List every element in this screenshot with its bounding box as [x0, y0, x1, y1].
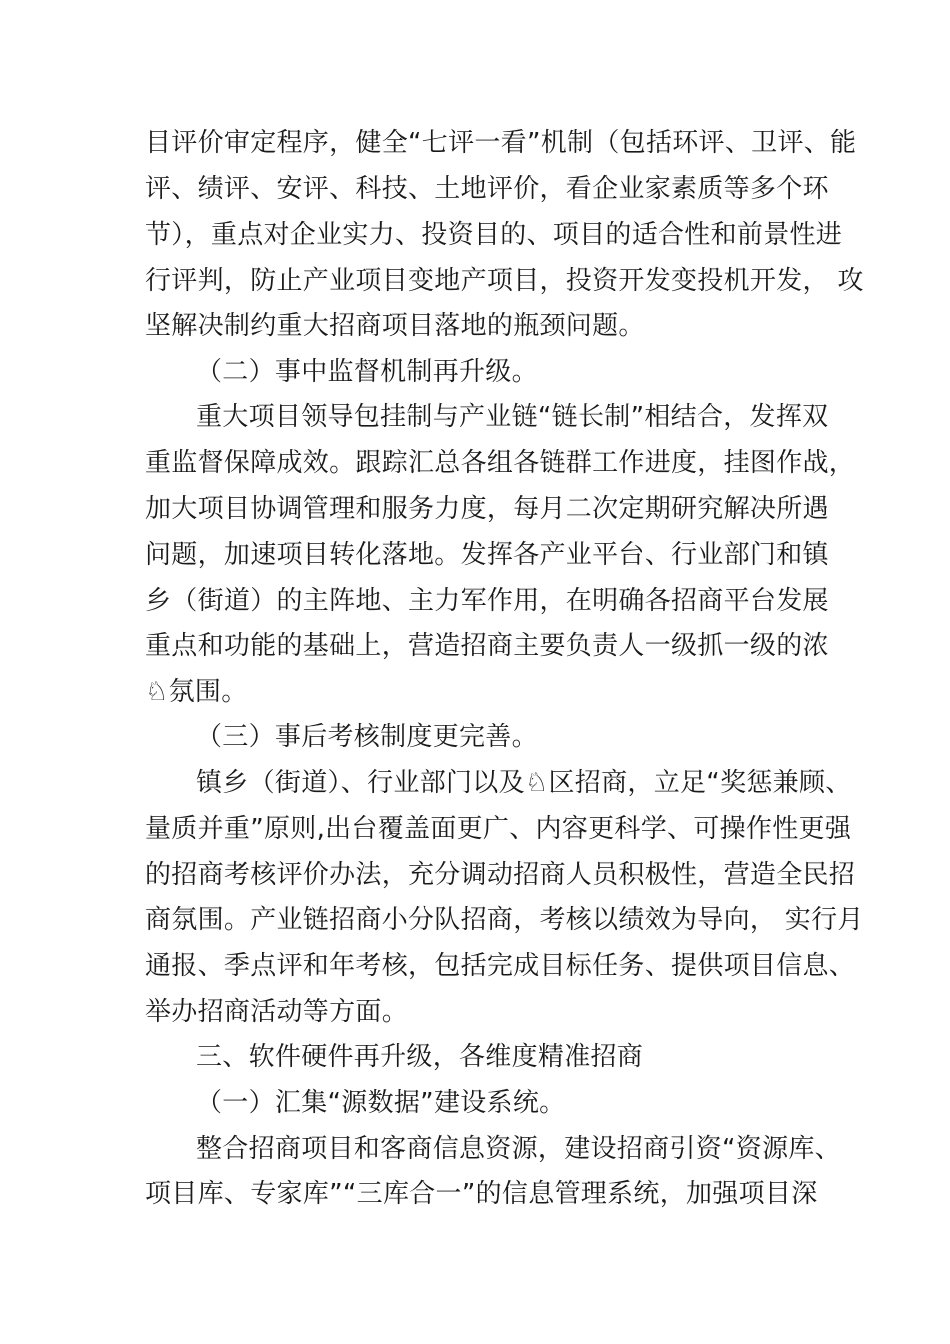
text-line: ♘氛围。 — [145, 677, 248, 707]
text-line: 节），重点对企业实力、投资目的、项目的适合性和前景性进 — [145, 220, 843, 250]
text-line: 整合招商项目和客商信息资源，建设招商引资“资源库、 — [196, 1134, 841, 1164]
text-line: 坚解决制约重大招商项目落地的瓶颈问题。 — [145, 311, 645, 341]
text-line: 目评价审定程序，健全“七评一看”机制（包括环评、卫评、能 — [145, 128, 857, 158]
text-line: 重大项目领导包挂制与产业链“链长制”相结合，发挥双 — [196, 402, 829, 432]
text-line: 的招商考核评价办法，充分调动招商人员积极性，营造全民招 — [145, 860, 856, 890]
text-line: 问题，加速项目转化落地。发挥各产业平台、行业部门和镇 — [145, 540, 829, 570]
text-line: 举办招商活动等方面。 — [145, 997, 409, 1027]
section-heading: 三、软件硬件再升级，各维度精准招商 — [196, 1042, 644, 1072]
text-line: 乡（街道）的主阵地、主力军作用，在明确各招商平台发展 — [145, 586, 829, 616]
text-line: 行评判，防止产业项目变地产项目，投资开发变投机开发， 攻 — [145, 266, 864, 296]
section-heading: （二）事中监督机制再升级。 — [196, 357, 538, 387]
text-line: 通报、季点评和年考核，包括完成目标任务、提供项目信息、 — [145, 951, 856, 981]
text-line: 商氛围。产业链招商小分队招商，考核以绩效为导向， 实行月 — [145, 905, 864, 935]
text-line: 项目库、专家库”“三库合一”的信息管理系统，加强项目深 — [145, 1179, 818, 1209]
section-heading: （一）汇集“源数据”建设系统。 — [196, 1088, 566, 1118]
text-line: 重点和功能的基础上，营造招商主要负责人一级抓一级的浓 — [145, 631, 829, 661]
text-line: 镇乡（街道）、行业部门以及♘区招商，立足“奖惩兼顾、 — [196, 768, 852, 798]
text-line: 评、绩评、安评、科技、土地评价，看企业家素质等多个环 — [145, 174, 829, 204]
text-line: 量质并重”原则,出台覆盖面更广、内容更科学、可操作性更强 — [145, 814, 852, 844]
text-line: 加大项目协调管理和服务力度，每月二次定期研究解决所遇 — [145, 494, 829, 524]
section-heading: （三）事后考核制度更完善。 — [196, 722, 538, 752]
text-line: 重监督保障成效。跟踪汇总各组各链群工作进度，挂图作战， — [145, 448, 856, 478]
